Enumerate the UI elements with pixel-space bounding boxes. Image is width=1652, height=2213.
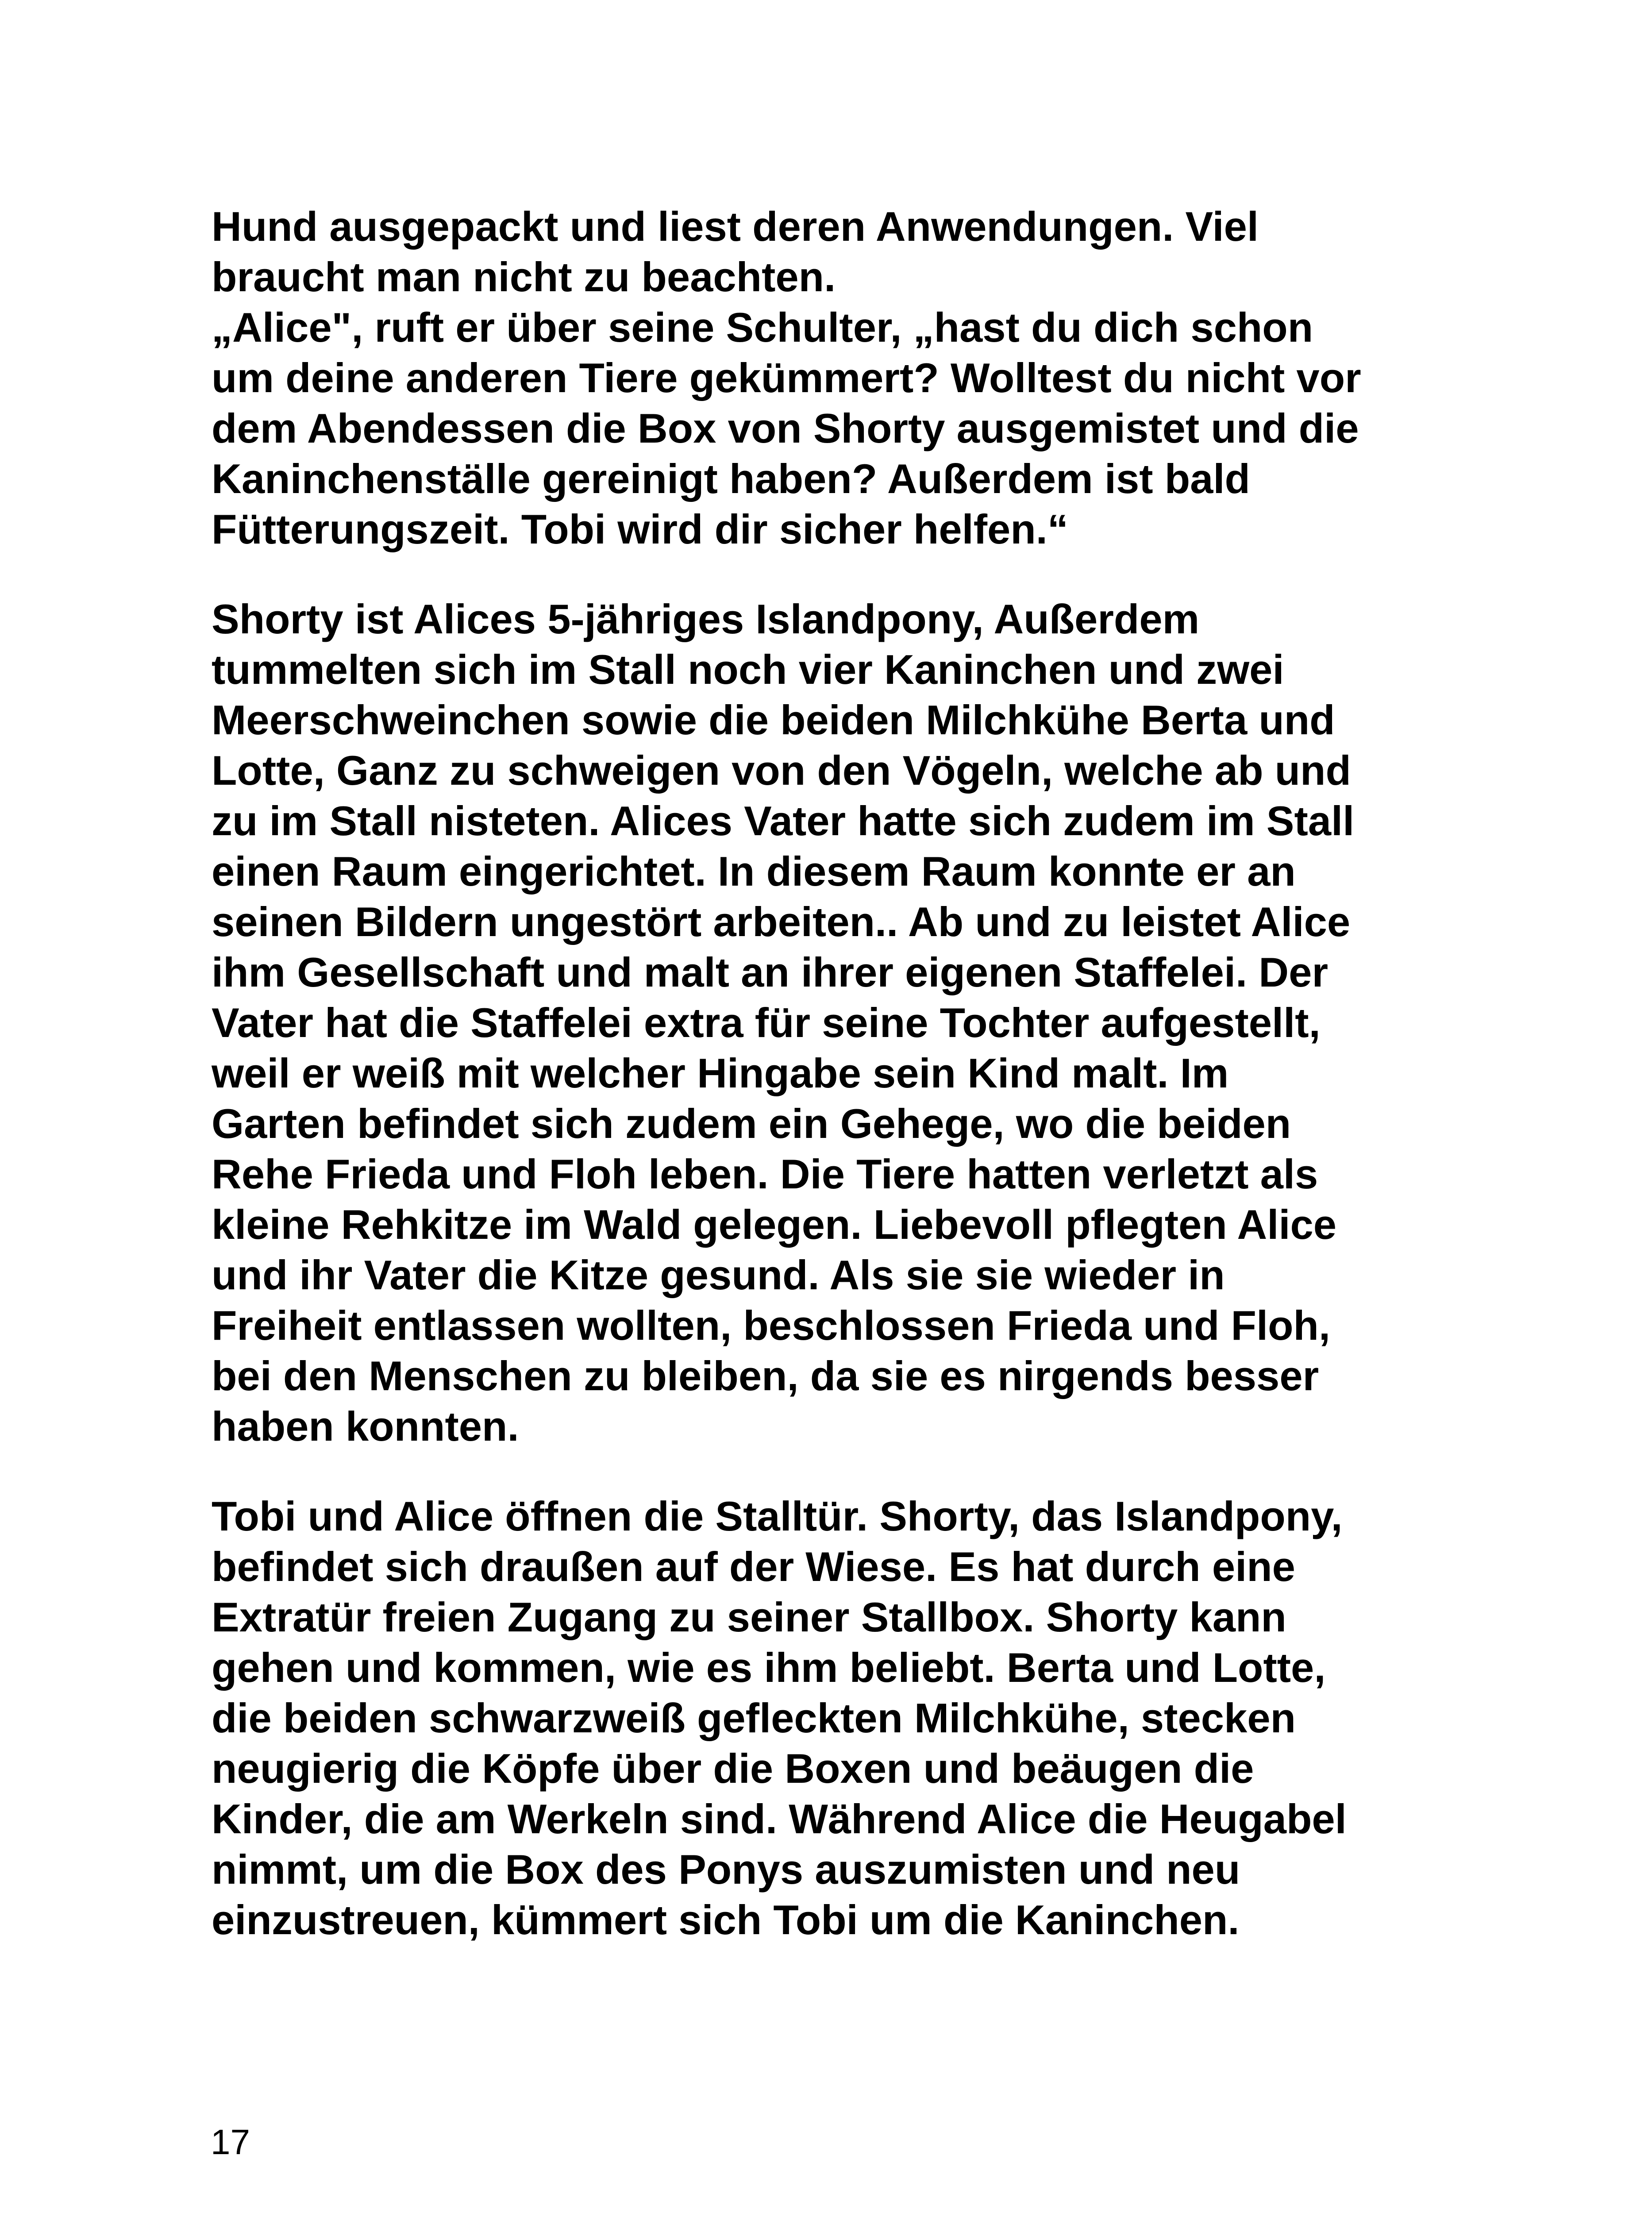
text-line: weil er weiß mit welcher Hingabe sein Kind malt. Im [212,1050,1229,1096]
text-line: Garten befindet sich zudem ein Gehege, wo die beiden [212,1100,1291,1147]
text-line: zu im Stall nisteten. Alices Vater hatte sich zudem im Stall [212,798,1355,844]
text-line: die beiden schwarzweiß gefleckten Milchkühe, stecken [212,1695,1296,1741]
text-line: Meerschweinchen sowie die beiden Milchkühe Berta und [212,697,1335,743]
text-line: und ihr Vater die Kitze gesund. Als sie sie wieder in [212,1252,1225,1298]
text-line: neugierig die Köpfe über die Boxen und beäugen die [212,1745,1254,1792]
text-line: Vater hat die Staffelei extra für seine Tochter aufgestellt, [212,999,1321,1046]
text-line: tummelten sich im Stall noch vier Kaninchen und zwei [212,646,1284,693]
text-line: Kinder, die am Werkeln sind. Während Alice die Heugabel [212,1796,1347,1842]
text-line: Rehe Frieda und Floh leben. Die Tiere hatten verletzt als [212,1151,1318,1197]
text-line: dem Abendessen die Box von Shorty ausgemistet und die [212,405,1359,451]
text-line: ihm Gesellschaft und malt an ihrer eigenen Staffelei. Der [212,949,1329,995]
text-line: Lotte, Ganz zu schweigen von den Vögeln, welche ab und [212,747,1351,794]
body-text [212,201,1486,1945]
text-line: Hund ausgepackt und liest deren Anwendungen. Viel [212,203,1259,250]
paragraph-spacer [212,1452,1486,1491]
text-line: einen Raum eingerichtet. In diesem Raum konnte er an [212,848,1296,894]
text-line: seinen Bildern ungestört arbeiten.. Ab und zu leistet Alice [212,898,1351,945]
text-line: „Alice", ruft er über seine Schulter, „hast du dich schon [212,304,1313,351]
text-line: gehen und kommen, wie es ihm beliebt. Berta und Lotte, [212,1644,1326,1691]
text-line: Shorty ist Alices 5-jähriges Islandpony, Außerdem [212,596,1200,642]
text-line: braucht man nicht zu beachten. [212,254,836,300]
paragraph-spacer [212,555,1486,594]
text-line: Fütterungszeit. Tobi wird dir sicher helfen.“ [212,506,1068,552]
text-line: einzustreuen, kümmert sich Tobi um die Kaninchen. [212,1897,1240,1943]
text-line: bei den Menschen zu bleiben, da sie es nirgends besser [212,1353,1319,1399]
text-line: Kaninchenställe gereinigt haben? Außerdem ist bald [212,455,1250,502]
paragraph-2 [212,594,1486,1452]
text-line: nimmt, um die Box des Ponys auszumisten und neu [212,1846,1240,1893]
text-line: haben konnten. [212,1403,519,1450]
text-line: kleine Rehkitze im Wald gelegen. Liebevoll pflegten Alice [212,1201,1337,1248]
text-line: um deine anderen Tiere gekümmert? Wolltest du nicht vor [212,355,1361,401]
page-number: 17 [211,2122,250,2162]
paragraph-1 [212,201,1486,555]
text-line: befindet sich draußen auf der Wiese. Es hat durch eine [212,1543,1295,1590]
text-line: Tobi und Alice öffnen die Stalltür. Shorty, das Islandpony, [212,1493,1343,1539]
text-line: Extratür freien Zugang zu seiner Stallbox. Shorty kann [212,1594,1286,1640]
text-line: Freiheit entlassen wollten, beschlossen Frieda und Floh, [212,1302,1331,1349]
paragraph-3 [212,1491,1486,1945]
